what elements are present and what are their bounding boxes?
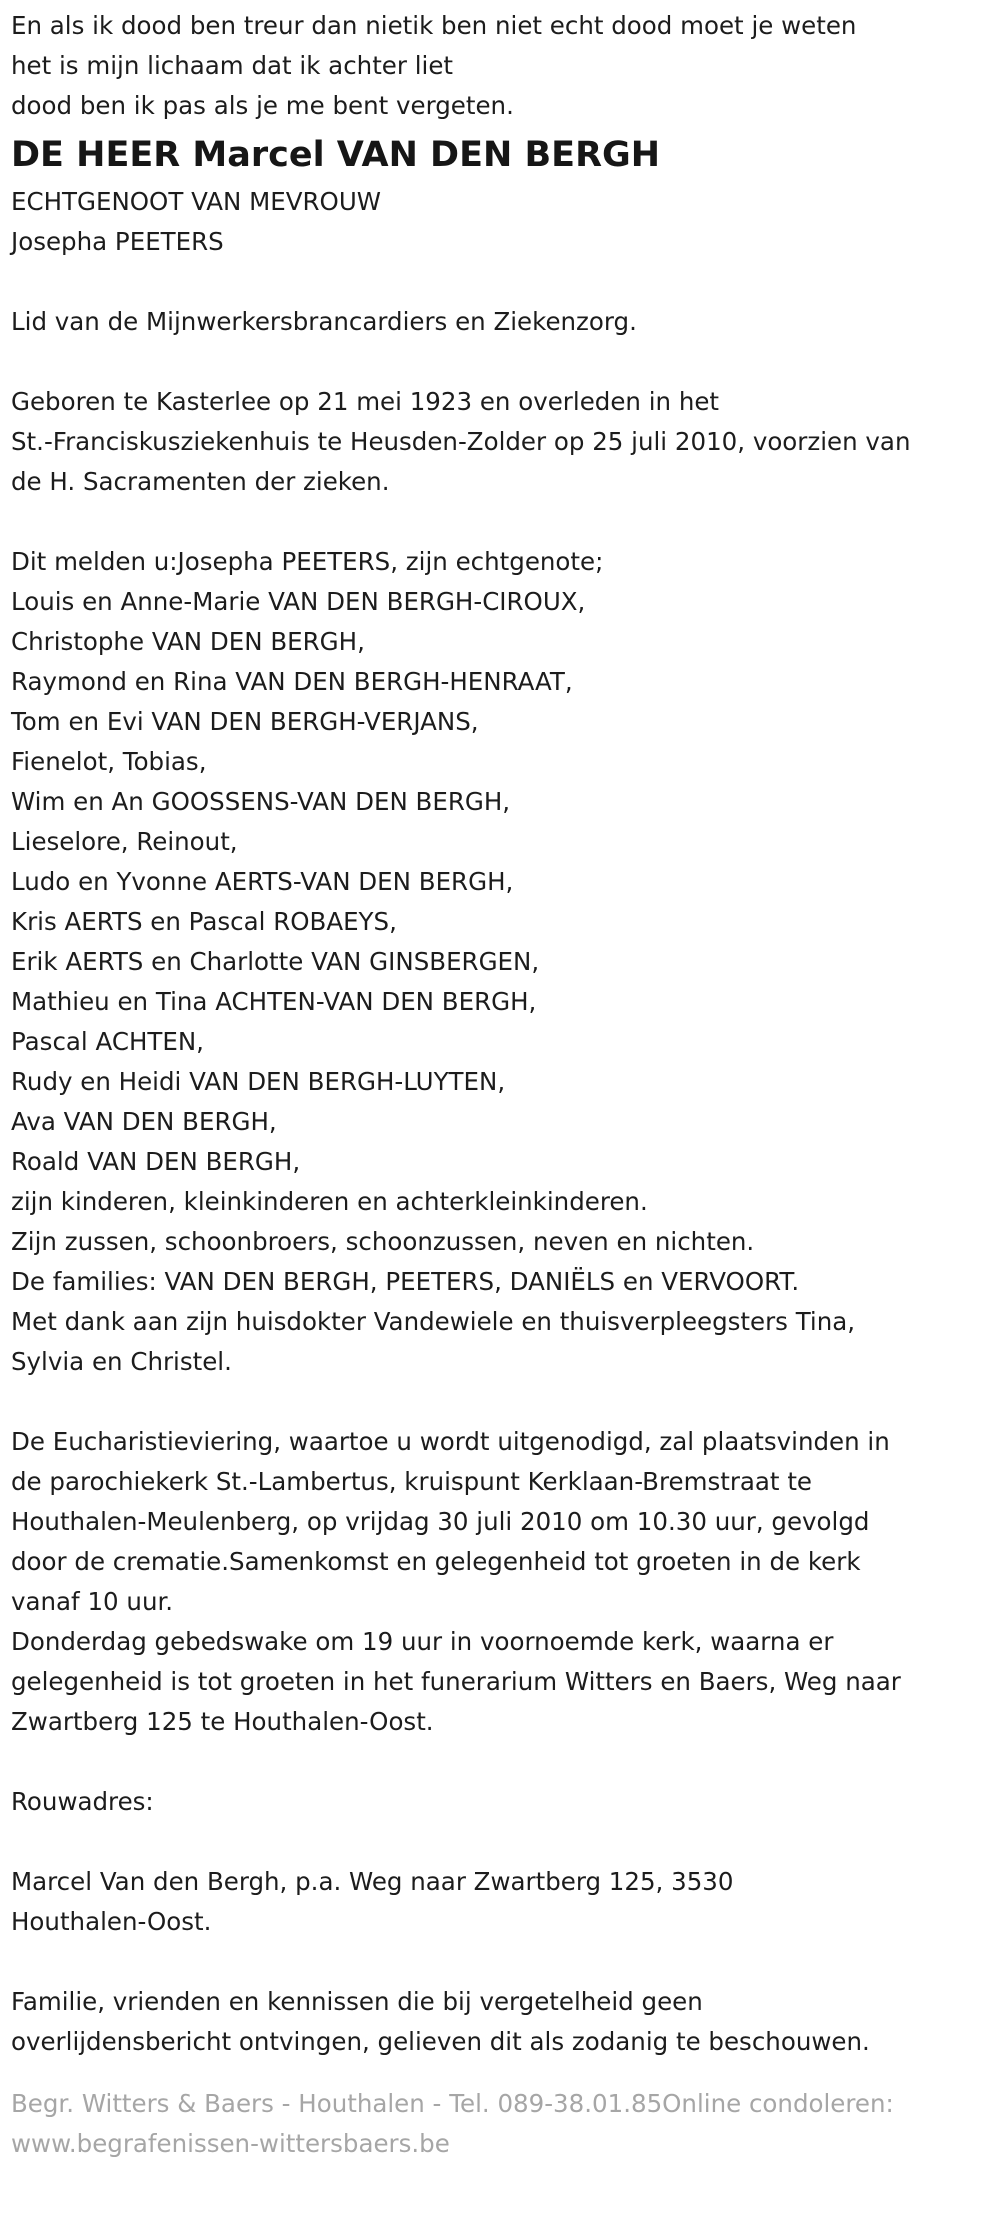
announcer-line: Lieselore, Reinout, — [11, 827, 238, 856]
poem-line: En als ik dood ben treur dan nietik ben niet echt dood moet je weten — [11, 11, 857, 40]
announcer-line: Ludo en Yvonne AERTS-VAN DEN BERGH, — [11, 867, 514, 896]
announcer-line: Kris AERTS en Pascal ROBAEYS, — [11, 907, 397, 936]
birth-death-paragraph — [11, 382, 996, 502]
paragraph-line: de H. Sacramenten der zieken. — [11, 467, 390, 496]
condolence-website: www.begrafenissen-wittersbaers.be — [11, 2129, 450, 2158]
membership: Lid van de Mijnwerkersbrancardiers en Ziekenzorg. — [11, 307, 637, 336]
announcer-line: Ava VAN DEN BERGH, — [11, 1107, 277, 1136]
paragraph-line: Donderdag gebedswake om 19 uur in voornoemde kerk, waarna er — [11, 1627, 834, 1656]
poem — [11, 6, 996, 126]
paragraph-line: Houthalen-Meulenberg, op vrijdag 30 juli 2010 om 10.30 uur, gevolgd — [11, 1507, 870, 1536]
paragraph-line: de parochiekerk St.-Lambertus, kruispunt Kerklaan-Bremstraat te — [11, 1467, 812, 1496]
spouse-name: Josepha PEETERS — [11, 227, 224, 256]
paragraph-line: St.-Franciskusziekenhuis te Heusden-Zolder op 25 juli 2010, voorzien van — [11, 427, 911, 456]
paragraph-line: vanaf 10 uur. — [11, 1587, 174, 1616]
announcer-line: Sylvia en Christel. — [11, 1347, 232, 1376]
paragraph-line: Geboren te Kasterlee op 21 mei 1923 en overleden in het — [11, 387, 720, 416]
announcer-line: Fienelot, Tobias, — [11, 747, 207, 776]
announcer-line: Raymond en Rina VAN DEN BERGH-HENRAAT, — [11, 667, 573, 696]
announcer-line: Erik AERTS en Charlotte VAN GINSBERGEN, — [11, 947, 540, 976]
deceased-name: DE HEER Marcel VAN DEN BERGH — [11, 135, 661, 175]
announcer-line: Rudy en Heidi VAN DEN BERGH-LUYTEN, — [11, 1067, 506, 1096]
spouse-title: ECHTGENOOT VAN MEVROUW — [11, 187, 382, 216]
ceremony-paragraph — [11, 1422, 996, 1742]
announcer-line: Louis en Anne-Marie VAN DEN BERGH-CIROUX, — [11, 587, 586, 616]
announcer-line: Dit melden u:Josepha PEETERS, zijn echtgenote; — [11, 547, 604, 576]
mourning-address — [11, 1862, 996, 1942]
announcer-line: De families: VAN DEN BERGH, PEETERS, DANIËLS en VERVOORT. — [11, 1267, 800, 1296]
paragraph-line: Familie, vrienden en kennissen die bij vergetelheid geen — [11, 1987, 703, 2016]
announcer-line: Mathieu en Tina ACHTEN-VAN DEN BERGH, — [11, 987, 537, 1016]
closing-paragraph — [11, 1982, 996, 2062]
announcer-line: Tom en Evi VAN DEN BERGH-VERJANS, — [11, 707, 479, 736]
mourning-address-label: Rouwadres: — [11, 1787, 154, 1816]
announcers-list — [11, 542, 996, 1382]
paragraph-line: door de crematie.Samenkomst en gelegenheid tot groeten in de kerk — [11, 1547, 861, 1576]
poem-line: het is mijn lichaam dat ik achter liet — [11, 51, 454, 80]
announcer-line: Pascal ACHTEN, — [11, 1027, 204, 1056]
paragraph-line: De Eucharistieviering, waartoe u wordt uitgenodigd, zal plaatsvinden in — [11, 1427, 890, 1456]
announcer-line: zijn kinderen, kleinkinderen en achterkleinkinderen. — [11, 1187, 648, 1216]
funeral-home-contact: Begr. Witters & Baers - Houthalen - Tel. 089-38.01.85Online condoleren: — [11, 2089, 894, 2118]
announcer-line: Zijn zussen, schoonbroers, schoonzussen, neven en nichten. — [11, 1227, 755, 1256]
poem-line: dood ben ik pas als je me bent vergeten. — [11, 91, 514, 120]
address-line: Marcel Van den Bergh, p.a. Weg naar Zwartberg 125, 3530 — [11, 1867, 734, 1896]
address-line: Houthalen-Oost. — [11, 1907, 212, 1936]
announcer-line: Wim en An GOOSSENS-VAN DEN BERGH, — [11, 787, 511, 816]
paragraph-line: overlijdensbericht ontvingen, gelieven dit als zodanig te beschouwen. — [11, 2027, 870, 2056]
announcer-line: Met dank aan zijn huisdokter Vandewiele en thuisverpleegsters Tina, — [11, 1307, 856, 1336]
paragraph-line: gelegenheid is tot groeten in het funerarium Witters en Baers, Weg naar — [11, 1667, 901, 1696]
announcer-line: Roald VAN DEN BERGH, — [11, 1147, 301, 1176]
obituary-document — [11, 6, 996, 2164]
footer — [11, 2084, 996, 2164]
announcer-line: Christophe VAN DEN BERGH, — [11, 627, 365, 656]
paragraph-line: Zwartberg 125 te Houthalen-Oost. — [11, 1707, 434, 1736]
